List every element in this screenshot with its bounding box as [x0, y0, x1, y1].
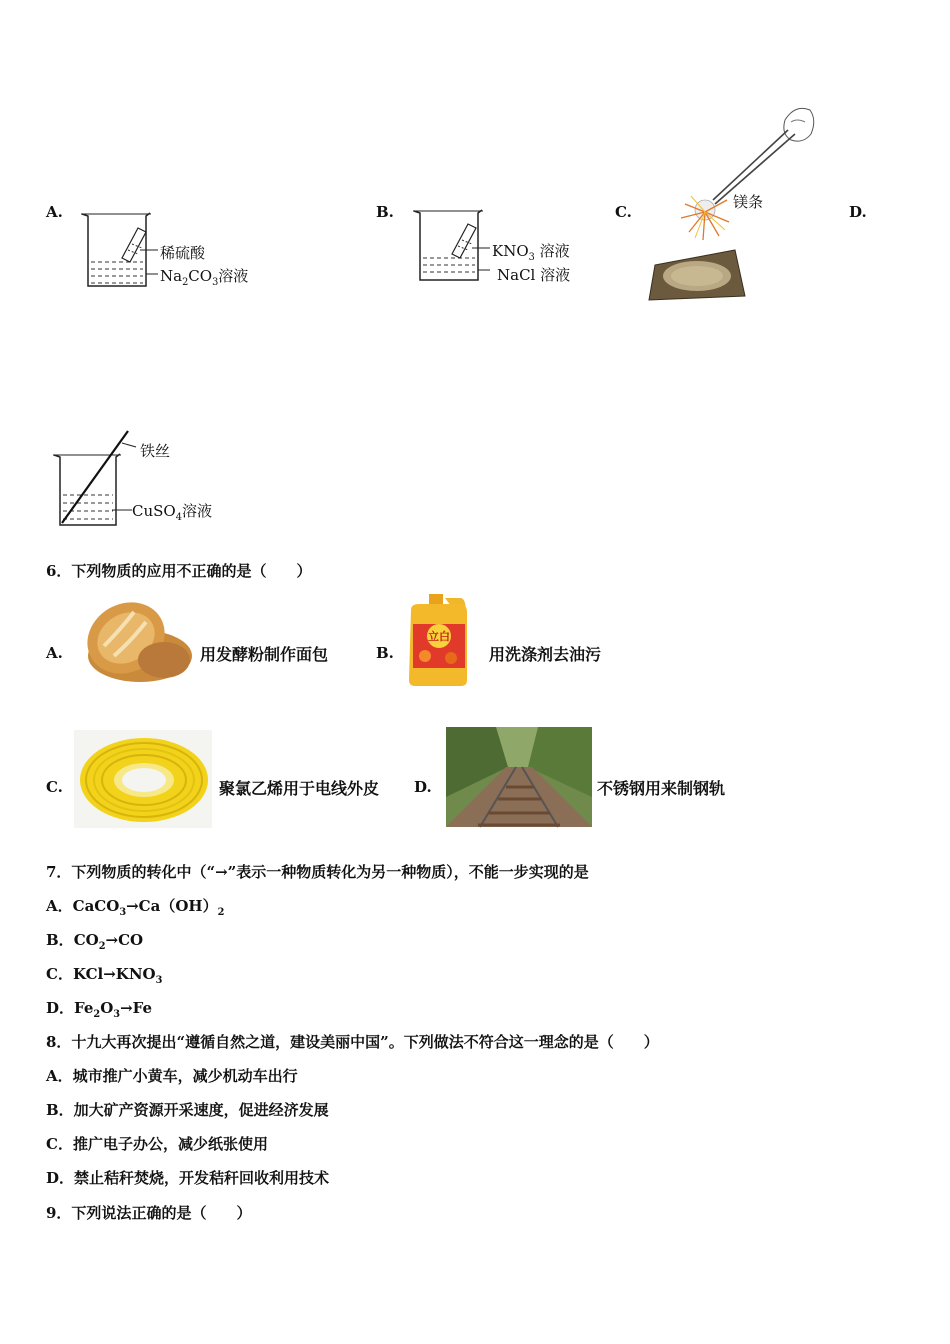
- yellow-cable-image: [74, 730, 212, 828]
- beaker-d-solution-label: CuSO$_4$溶液: [132, 502, 212, 523]
- q5-option-b-letter: B.: [376, 203, 394, 221]
- detergent-bottle-image: [405, 592, 473, 688]
- q8-option-b: B．加大矿产资源开采速度，促进经济发展: [46, 1101, 329, 1119]
- q8-option-a: A．城市推广小黄车，减少机动车出行: [46, 1067, 298, 1085]
- magnesium-strip-label: 镁条: [733, 193, 764, 211]
- q7-option-b: B．$CO_2\to CO$: [46, 931, 144, 952]
- q7-option-d: D．$Fe_2O_3\to Fe$: [46, 999, 153, 1020]
- beaker-b-bottom-label: NaCl 溶液: [497, 266, 571, 284]
- q6-option-c-text: 聚氯乙烯用于电线外皮: [219, 779, 380, 798]
- q8-option-c: C．推广电子办公，减少纸张使用: [46, 1135, 268, 1153]
- q5-option-a-letter: A.: [46, 203, 63, 221]
- q6-option-c-letter: C.: [46, 778, 63, 796]
- iron-wire-label: 铁丝: [140, 442, 171, 460]
- question-9-stem: 9．下列说法正确的是（ ）: [46, 1204, 252, 1222]
- q6-option-d-letter: D.: [414, 778, 432, 796]
- beaker-a-solution-label: $Na_2CO_3$溶液: [160, 267, 249, 288]
- q5-option-d-letter: D.: [849, 203, 867, 221]
- q6-option-a-letter: A.: [46, 644, 63, 662]
- question-7-stem: 7．下列物质的转化中（“→”表示一种物质转化为另一种物质），不能一步实现的是: [46, 863, 589, 881]
- beaker-b-top-label: $KNO_3$ 溶液: [492, 242, 570, 263]
- q6-option-b-letter: B.: [376, 644, 394, 662]
- q6-option-d-text: 不锈钢用来制钢轨: [597, 779, 726, 798]
- question-8-stem: 8．十九大再次提出“遵循自然之道，建设美丽中国”。下列做法不符合这一理念的是（ ）: [46, 1033, 659, 1051]
- beaker-a-illustration: [78, 208, 168, 294]
- beaker-b-illustration: [410, 206, 500, 286]
- q8-option-d: D．禁止秸秆焚烧，开发秸秆回收利用技术: [46, 1169, 330, 1187]
- detergent-brand-text: 立白: [428, 630, 450, 643]
- q7-option-a: A．$CaCO_3\to Ca(OH)_2$: [46, 897, 225, 918]
- q6-option-b-text: 用洗涤剂去油污: [489, 645, 602, 664]
- bread-image: [80, 590, 198, 688]
- railway-track-image: [446, 727, 592, 827]
- beaker-a-acid-label: 稀硫酸: [160, 244, 206, 262]
- question-6-stem: 6．下列物质的应用不正确的是（ ）: [46, 562, 312, 580]
- q5-option-c-letter: C.: [615, 203, 632, 221]
- q6-option-a-text: 用发酵粉制作面包: [200, 645, 329, 664]
- q7-option-c: C．$KCl\to KNO_3$: [46, 965, 163, 986]
